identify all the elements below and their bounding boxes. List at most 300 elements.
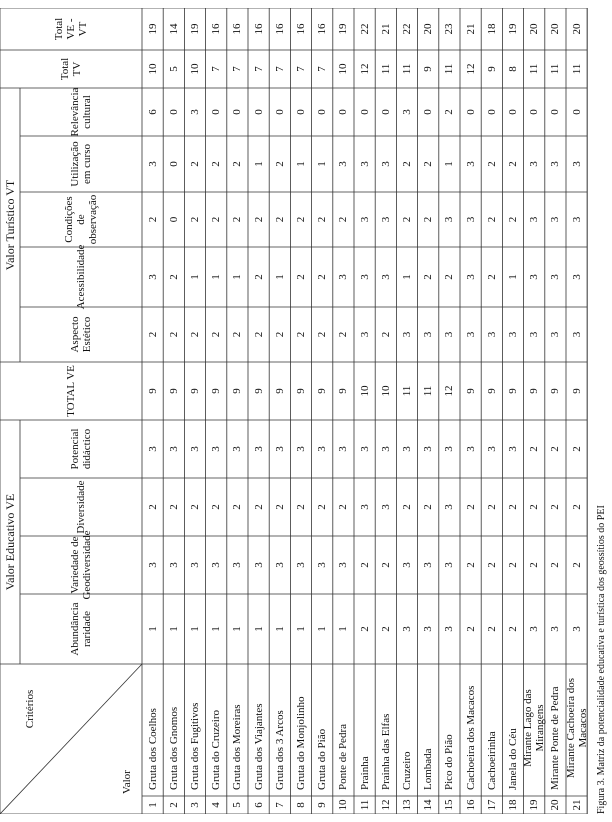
cell-ve-value: 3: [210, 562, 223, 568]
cell-vt-value: 3: [464, 331, 477, 338]
cell-vt-value: 2: [443, 109, 456, 115]
cell-total-vt: 9: [485, 66, 498, 72]
row-number: 7: [273, 802, 286, 808]
cell-ve-value: 1: [146, 626, 159, 632]
cell-ve-value: 3: [231, 562, 244, 568]
row-geosite-name: Gruta do Pião: [316, 728, 329, 790]
cell-total-vt: 7: [316, 66, 329, 72]
row-number: 12: [379, 799, 392, 811]
cell-vt-value: 2: [273, 331, 286, 338]
cell-ve-value: 3: [337, 562, 350, 568]
cell-ve-value: 2: [528, 504, 541, 510]
cell-total-ve: 9: [294, 388, 307, 394]
cell-total-ve-vt: 20: [422, 23, 435, 35]
cell-ve-value: 3: [379, 446, 392, 452]
cell-total-vt: 11: [528, 63, 541, 75]
cell-ve-value: 2: [464, 562, 477, 568]
cell-vt-value: 2: [252, 216, 265, 223]
cell-total-ve-vt: 20: [570, 23, 583, 35]
cell-ve-value: 3: [188, 446, 201, 452]
cell-ve-value: 3: [167, 446, 180, 452]
cell-vt-value: 2: [422, 161, 435, 167]
cell-total-ve-vt: 23: [443, 23, 456, 35]
cell-vt-value: 0: [570, 109, 583, 115]
cell-vt-value: 2: [316, 274, 329, 280]
row-number: 13: [400, 799, 413, 811]
cell-ve-value: 2: [167, 504, 180, 510]
cell-total-vt: 7: [273, 66, 286, 72]
cell-vt-value: 0: [167, 109, 180, 115]
cell-ve-value: 3: [167, 562, 180, 568]
cell-vt-value: 3: [358, 216, 371, 223]
cell-ve-value: 3: [337, 446, 350, 452]
cell-ve-value: 1: [167, 626, 180, 632]
cell-vt-value: 3: [570, 216, 583, 223]
row-geosite-name: Gruta dos Coelhos: [146, 708, 159, 790]
cell-ve-value: 2: [506, 504, 519, 510]
row-geosite-name: Mirante Lago das Mirangens: [522, 689, 547, 767]
cell-vt-value: 2: [188, 331, 201, 338]
cell-ve-value: 2: [485, 626, 498, 632]
corner-label-valor: Valor: [121, 770, 133, 794]
row-geosite-name: Cruzeiro: [400, 751, 413, 790]
cell-vt-value: 2: [485, 274, 498, 280]
row-geosite-name: Gruta do Cruzeiro: [210, 709, 223, 790]
cell-ve-value: 1: [273, 626, 286, 632]
row-number: 9: [316, 802, 329, 808]
cell-total-ve-vt: 22: [400, 23, 413, 35]
cell-total-vt: 7: [294, 66, 307, 72]
cell-vt-value: 3: [549, 216, 562, 223]
cell-vt-value: 3: [400, 109, 413, 115]
cell-vt-value: 0: [210, 109, 223, 115]
cell-total-ve-vt: 14: [167, 23, 180, 35]
cell-total-ve-vt: 18: [485, 23, 498, 35]
cell-total-ve-vt: 16: [252, 23, 265, 35]
row-geosite-name: Cachoeira dos Macacos: [464, 685, 477, 790]
cell-vt-value: 3: [146, 161, 159, 167]
cell-total-ve-vt: 19: [146, 23, 159, 35]
cell-vt-value: 1: [400, 274, 413, 280]
row-geosite-name: Cachoeirinha: [485, 731, 498, 790]
cell-vt-value: 3: [528, 216, 541, 223]
cell-vt-value: 2: [252, 331, 265, 338]
cell-vt-value: 3: [358, 331, 371, 338]
row-number: 11: [358, 799, 371, 811]
cell-vt-value: 3: [528, 161, 541, 167]
cell-total-ve-vt: 16: [316, 23, 329, 35]
geosite-matrix-table: [0, 8, 598, 814]
cell-vt-value: 2: [273, 161, 286, 167]
cell-ve-value: 3: [379, 504, 392, 510]
cell-vt-value: 0: [231, 109, 244, 115]
row-number: 17: [485, 799, 498, 811]
cell-total-vt: 9: [422, 66, 435, 72]
cell-ve-value: 2: [549, 504, 562, 510]
cell-ve-value: 2: [464, 504, 477, 510]
cell-total-ve: 9: [316, 388, 329, 394]
cell-ve-value: 2: [549, 562, 562, 568]
cell-vt-value: 2: [252, 274, 265, 280]
row-geosite-name: Gruta dos Fugitivos: [188, 702, 201, 790]
row-geosite-name: Pico do Pião: [443, 734, 456, 790]
row-number: 8: [294, 802, 307, 808]
cell-total-vt: 11: [570, 63, 583, 75]
cell-vt-value: 0: [379, 109, 392, 115]
cell-total-ve: 9: [231, 388, 244, 394]
cell-ve-value: 2: [464, 626, 477, 632]
cell-ve-value: 1: [188, 626, 201, 632]
cell-total-ve-vt: 16: [273, 23, 286, 35]
header-relevancia: Relevância cultural: [69, 87, 93, 137]
cell-total-ve-vt: 20: [528, 23, 541, 35]
cell-total-ve: 9: [252, 388, 265, 394]
cell-vt-value: 0: [316, 109, 329, 115]
cell-total-vt: 5: [167, 66, 180, 72]
cell-total-ve-vt: 19: [337, 23, 350, 35]
cell-total-ve-vt: 19: [506, 23, 519, 35]
cell-total-ve: 9: [146, 388, 159, 394]
cell-ve-value: 2: [400, 504, 413, 510]
cell-vt-value: 2: [316, 331, 329, 338]
cell-ve-value: 2: [379, 626, 392, 632]
header-aspecto: Aspecto Estético: [69, 316, 93, 353]
row-number: 1: [146, 802, 159, 808]
cell-ve-value: 1: [294, 626, 307, 632]
cell-vt-value: 3: [358, 274, 371, 280]
cell-ve-value: 3: [506, 446, 519, 452]
cell-vt-value: 3: [337, 161, 350, 167]
cell-total-vt: 11: [379, 63, 392, 75]
cell-total-vt: 11: [549, 63, 562, 75]
cell-total-ve-vt: 20: [549, 23, 562, 35]
row-geosite-name: Gruta dos 3 Arcos: [273, 710, 286, 790]
cell-total-ve: 9: [188, 388, 201, 394]
cell-vt-value: 1: [273, 274, 286, 280]
cell-vt-value: 2: [188, 216, 201, 223]
cell-vt-value: 3: [506, 331, 519, 338]
cell-ve-value: 3: [252, 446, 265, 452]
cell-vt-value: 2: [231, 161, 244, 167]
cell-ve-value: 2: [506, 562, 519, 568]
cell-total-vt: 11: [443, 63, 456, 75]
header-variedade: Variedade de Geodiversidade: [69, 530, 93, 600]
cell-vt-value: 0: [273, 109, 286, 115]
cell-vt-value: 2: [294, 274, 307, 280]
cell-vt-value: 0: [294, 109, 307, 115]
row-number: 19: [528, 799, 541, 811]
cell-vt-value: 3: [443, 331, 456, 338]
cell-vt-value: 0: [358, 109, 371, 115]
cell-vt-value: 3: [443, 216, 456, 223]
cell-vt-value: 2: [506, 161, 519, 167]
cell-ve-value: 2: [294, 504, 307, 510]
row-number: 5: [231, 802, 244, 808]
row-number: 4: [210, 802, 223, 808]
cell-total-ve: 9: [570, 388, 583, 394]
cell-ve-value: 1: [252, 626, 265, 632]
cell-ve-value: 2: [358, 562, 371, 568]
cell-ve-value: 2: [528, 446, 541, 452]
cell-ve-value: 3: [273, 446, 286, 452]
row-geosite-name: Ponte de Pedra: [337, 724, 350, 790]
cell-total-ve: 12: [443, 385, 456, 397]
cell-vt-value: 6: [146, 109, 159, 115]
cell-ve-value: 2: [570, 562, 583, 568]
row-number: 15: [443, 799, 456, 811]
cell-ve-value: 3: [443, 504, 456, 510]
cell-vt-value: 3: [379, 161, 392, 167]
cell-vt-value: 0: [506, 109, 519, 115]
cell-vt-value: 3: [379, 274, 392, 280]
cell-total-vt: 10: [337, 63, 350, 75]
cell-vt-value: 3: [570, 331, 583, 338]
cell-total-ve-vt: 16: [210, 23, 223, 35]
cell-vt-value: 3: [188, 109, 201, 115]
cell-vt-value: 2: [146, 331, 159, 338]
cell-vt-value: 3: [358, 161, 371, 167]
header-total-ve: TOTAL VE: [65, 365, 77, 417]
cell-total-ve: 11: [422, 385, 435, 397]
row-geosite-name: Gruta do Monjolinho: [294, 696, 307, 790]
cell-ve-value: 3: [400, 562, 413, 568]
cell-vt-value: 1: [210, 274, 223, 280]
cell-vt-value: 0: [337, 109, 350, 115]
cell-ve-value: 2: [273, 504, 286, 510]
row-number: 16: [464, 799, 477, 811]
cell-ve-value: 3: [146, 562, 159, 568]
cell-ve-value: 1: [316, 626, 329, 632]
cell-total-ve-vt: 21: [464, 23, 477, 35]
cell-vt-value: 3: [146, 274, 159, 280]
cell-total-vt: 8: [506, 66, 519, 72]
cell-total-ve: 9: [528, 388, 541, 394]
cell-vt-value: 2: [294, 331, 307, 338]
cell-vt-value: 0: [167, 161, 180, 167]
cell-vt-value: 3: [400, 331, 413, 338]
header-utilizacao: Utilização em curso: [69, 141, 93, 187]
row-geosite-name: Prainha: [358, 756, 371, 790]
cell-ve-value: 2: [231, 504, 244, 510]
row-geosite-name: Gruta dos Moreiras: [231, 704, 244, 790]
row-number: 20: [549, 799, 562, 811]
cell-total-vt: 10: [146, 63, 159, 75]
cell-vt-value: 3: [337, 274, 350, 280]
group-header-ve: Valor Educativo VE: [3, 493, 17, 591]
cell-vt-value: 2: [210, 161, 223, 167]
cell-vt-value: 3: [528, 331, 541, 338]
cell-vt-value: 2: [337, 331, 350, 338]
cell-ve-value: 3: [443, 626, 456, 632]
cell-ve-value: 3: [188, 562, 201, 568]
row-geosite-name: Lombada: [422, 748, 435, 790]
cell-ve-value: 3: [485, 446, 498, 452]
cell-vt-value: 1: [316, 161, 329, 167]
cell-total-ve: 9: [506, 388, 519, 394]
cell-vt-value: 2: [400, 216, 413, 223]
cell-vt-value: 2: [443, 274, 456, 280]
header-abundancia: Abundância raridade: [69, 602, 93, 656]
cell-total-vt: 10: [188, 63, 201, 75]
cell-vt-value: 2: [506, 216, 519, 223]
cell-vt-value: 0: [167, 216, 180, 223]
cell-ve-value: 3: [570, 626, 583, 632]
cell-ve-value: 2: [570, 446, 583, 452]
cell-vt-value: 1: [231, 274, 244, 280]
cell-ve-value: 3: [422, 562, 435, 568]
cell-ve-value: 3: [443, 562, 456, 568]
cell-total-ve: 9: [273, 388, 286, 394]
cell-ve-value: 3: [294, 446, 307, 452]
cell-ve-value: 3: [400, 626, 413, 632]
cell-total-ve: 9: [464, 388, 477, 394]
cell-ve-value: 3: [273, 562, 286, 568]
row-number: 14: [422, 799, 435, 811]
cell-total-ve: 10: [379, 385, 392, 397]
cell-ve-value: 2: [252, 504, 265, 510]
cell-vt-value: 2: [422, 274, 435, 280]
cell-ve-value: 2: [337, 504, 350, 510]
row-number: 3: [188, 802, 201, 808]
cell-vt-value: 2: [294, 216, 307, 223]
cell-ve-value: 3: [464, 446, 477, 452]
cell-vt-value: 1: [294, 161, 307, 167]
cell-ve-value: 3: [358, 504, 371, 510]
corner-label-criterios: Critérios: [24, 689, 36, 729]
row-geosite-name: Gruta dos Gnomos: [167, 706, 180, 790]
row-number: 18: [506, 799, 519, 811]
cell-ve-value: 3: [400, 446, 413, 452]
cell-vt-value: 3: [549, 274, 562, 280]
cell-ve-value: 2: [146, 504, 159, 510]
cell-vt-value: 0: [528, 109, 541, 115]
cell-ve-value: 1: [337, 626, 350, 632]
row-geosite-name: Mirante Ponte de Pedra: [549, 686, 562, 790]
cell-ve-value: 3: [316, 446, 329, 452]
row-number: 10: [337, 799, 350, 811]
cell-ve-value: 2: [188, 504, 201, 510]
cell-ve-value: 2: [422, 504, 435, 510]
row-number: 2: [167, 802, 180, 808]
cell-total-ve-vt: 22: [358, 23, 371, 35]
cell-vt-value: 2: [167, 274, 180, 280]
cell-vt-value: 2: [485, 216, 498, 223]
cell-vt-value: 2: [337, 216, 350, 223]
cell-ve-value: 2: [379, 562, 392, 568]
header-total-vt: Total TV: [59, 57, 83, 81]
cell-vt-value: 2: [210, 216, 223, 223]
cell-vt-value: 3: [464, 274, 477, 280]
cell-vt-value: 1: [443, 161, 456, 167]
header-total-ve-vt: Total VE - VT: [53, 17, 89, 41]
cell-vt-value: 2: [146, 216, 159, 223]
cell-total-vt: 7: [252, 66, 265, 72]
cell-ve-value: 2: [570, 504, 583, 510]
cell-vt-value: 2: [400, 161, 413, 167]
cell-vt-value: 0: [485, 109, 498, 115]
cell-ve-value: 3: [443, 446, 456, 452]
row-geosite-name: Gruta dos Viajantes: [252, 703, 265, 790]
row-geosite-name: Mirante Cachoeira dos Macacos: [564, 677, 589, 779]
cell-vt-value: 2: [210, 331, 223, 338]
cell-ve-value: 3: [210, 446, 223, 452]
cell-total-ve-vt: 16: [294, 23, 307, 35]
cell-vt-value: 2: [379, 331, 392, 338]
cell-ve-value: 2: [549, 446, 562, 452]
cell-ve-value: 3: [231, 446, 244, 452]
row-number: 21: [570, 799, 583, 811]
cell-total-ve: 9: [549, 388, 562, 394]
cell-vt-value: 2: [422, 216, 435, 223]
cell-ve-value: 2: [485, 562, 498, 568]
cell-ve-value: 3: [146, 446, 159, 452]
figure-caption: Figura 3. Matriz da potencialidade educativa e turística dos geossítios do PEI: [596, 505, 607, 814]
cell-vt-value: 3: [528, 274, 541, 280]
group-header-vt: Valor Turístico VT: [3, 179, 17, 271]
cell-ve-value: 3: [422, 626, 435, 632]
cell-ve-value: 1: [210, 626, 223, 632]
header-potencial: Potencial didáctico: [69, 428, 93, 470]
cell-ve-value: 2: [528, 562, 541, 568]
row-geosite-name: Prainha das Elfas: [379, 713, 392, 790]
cell-vt-value: 0: [549, 109, 562, 115]
cell-vt-value: 3: [422, 331, 435, 338]
cell-total-ve: 9: [210, 388, 223, 394]
cell-vt-value: 2: [485, 161, 498, 167]
cell-ve-value: 3: [358, 446, 371, 452]
cell-ve-value: 3: [294, 562, 307, 568]
cell-vt-value: 2: [316, 216, 329, 223]
cell-vt-value: 2: [273, 216, 286, 223]
cell-ve-value: 3: [316, 562, 329, 568]
cell-vt-value: 1: [188, 274, 201, 280]
cell-vt-value: 3: [485, 331, 498, 338]
cell-total-vt: 7: [210, 66, 223, 72]
cell-ve-value: 3: [422, 446, 435, 452]
header-condicoes: Condições de observação: [63, 194, 99, 245]
cell-ve-value: 2: [358, 626, 371, 632]
cell-vt-value: 3: [464, 216, 477, 223]
cell-ve-value: 2: [210, 504, 223, 510]
cell-total-vt: 11: [400, 63, 413, 75]
cell-vt-value: 3: [549, 161, 562, 167]
cell-total-ve-vt: 19: [188, 23, 201, 35]
cell-vt-value: 2: [188, 161, 201, 167]
cell-vt-value: 1: [506, 274, 519, 280]
cell-vt-value: 2: [231, 331, 244, 338]
cell-vt-value: 1: [252, 161, 265, 167]
row-geosite-name: Janela do Céu: [506, 728, 519, 790]
cell-ve-value: 3: [252, 562, 265, 568]
cell-ve-value: 2: [506, 626, 519, 632]
cell-total-ve: 9: [167, 388, 180, 394]
cell-vt-value: 0: [422, 109, 435, 115]
cell-total-vt: 12: [464, 63, 477, 75]
cell-vt-value: 0: [464, 109, 477, 115]
cell-total-ve: 9: [485, 388, 498, 394]
cell-ve-value: 2: [316, 504, 329, 510]
header-acessibilidade: Acessibilidade: [75, 244, 87, 310]
cell-vt-value: 3: [549, 331, 562, 338]
cell-total-ve: 9: [337, 388, 350, 394]
header-diversidade: Diversidade: [75, 480, 87, 534]
cell-ve-value: 3: [549, 626, 562, 632]
cell-total-vt: 12: [358, 63, 371, 75]
cell-vt-value: 3: [570, 161, 583, 167]
cell-ve-value: 2: [485, 504, 498, 510]
cell-total-vt: 7: [231, 66, 244, 72]
cell-vt-value: 3: [464, 161, 477, 167]
